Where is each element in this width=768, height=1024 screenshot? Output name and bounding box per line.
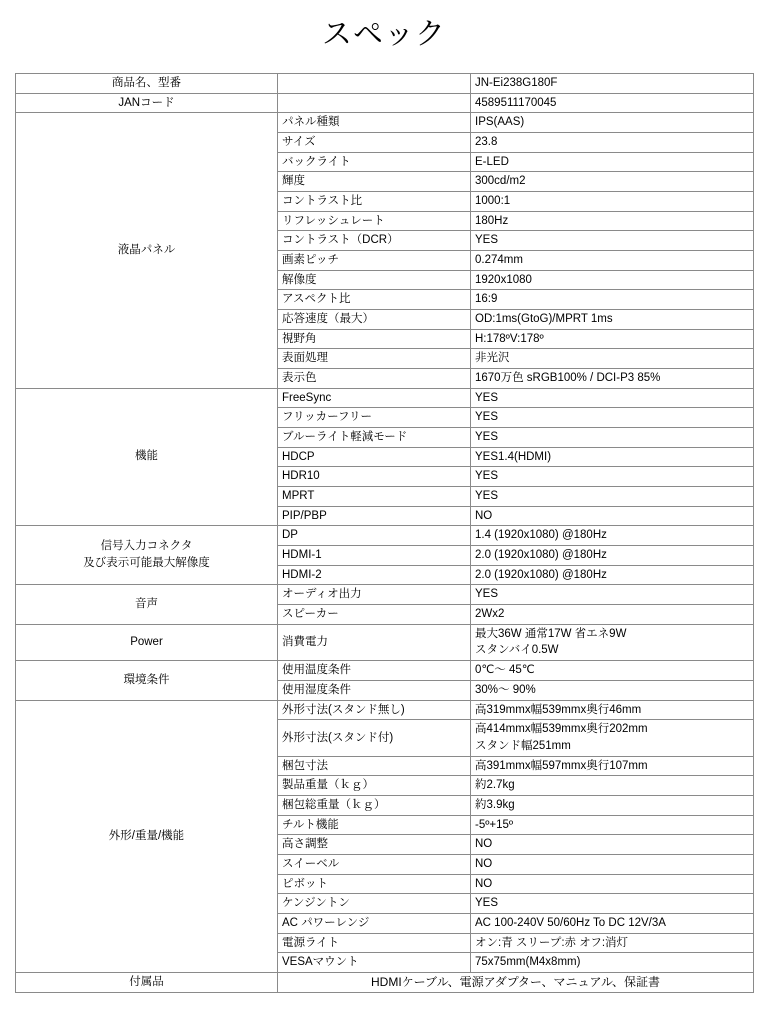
row-item: 表示色 [278,369,471,389]
row-value: NO [471,854,754,874]
group-label-line-1: 信号入力コネクタ [100,540,193,553]
row-value: YES [471,408,754,428]
row-item: コントラスト（DCR） [278,231,471,251]
row-value: 180Hz [471,211,754,231]
row-item: 解像度 [278,270,471,290]
row-value: AC 100-240V 50/60Hz To DC 12V/3A [471,913,754,933]
spec-table-body [16,74,754,993]
group-label [16,661,278,700]
row-item: パネル種類 [278,113,471,133]
row-item: バックライト [278,152,471,172]
row-item: スピーカー [278,605,471,625]
table-row [16,93,754,113]
table-row [16,526,754,546]
group-label [16,624,278,660]
group-label-line-1: 外形/重量/機能 [108,829,185,842]
row-value: E-LED [471,152,754,172]
group-label [16,388,278,526]
table-row [16,700,754,720]
row-value [471,624,754,660]
row-item: HDMI-2 [278,565,471,585]
row-item [278,93,471,113]
group-label [16,113,278,388]
row-value: YES [471,585,754,605]
row-value: 高391mmx幅597mmx奥行107mm [471,756,754,776]
row-value: 23.8 [471,133,754,153]
row-value: NO [471,506,754,526]
specification-table [15,73,754,993]
spec-table-container [0,73,768,993]
row-item: サイズ [278,133,471,153]
table-row [16,624,754,660]
accessory-value: HDMIケーブル、電源アダプター、マニュアル、保証書 [278,972,754,992]
row-value: -5º+15º [471,815,754,835]
row-value: YES [471,231,754,251]
row-item: FreeSync [278,388,471,408]
row-value: YES [471,894,754,914]
group-label [16,526,278,585]
row-value: NO [471,835,754,855]
value-line-1: 最大36W 通常17W 省エネ9W [475,627,627,640]
row-item: 視野角 [278,329,471,349]
row-item: アスペクト比 [278,290,471,310]
row-item: 消費電力 [278,624,471,660]
row-item: 応答速度（最大） [278,310,471,330]
table-row [16,388,754,408]
row-value: 2Wx2 [471,605,754,625]
row-item: 使用温度条件 [278,661,471,681]
row-value: 16:9 [471,290,754,310]
row-item: ピボット [278,874,471,894]
table-row [16,661,754,681]
row-value: 高319mmx幅539mmx奥行46mm [471,700,754,720]
row-value: H:178ºV:178º [471,329,754,349]
table-row [16,585,754,605]
row-value: YES [471,467,754,487]
row-value: JN-Ei238G180F [471,74,754,94]
value-line-2: スタンド幅251mm [475,739,571,752]
row-item: コントラスト比 [278,192,471,212]
row-value: YES1.4(HDMI) [471,447,754,467]
row-value: 2.0 (1920x1080) @180Hz [471,565,754,585]
group-label-line-1: 機能 [135,450,158,463]
table-row [16,113,754,133]
value-line-1: 高414mmx幅539mmx奥行202mm [475,723,648,736]
row-value: 約3.9kg [471,795,754,815]
row-item [278,74,471,94]
row-value: 300cd/m2 [471,172,754,192]
value-line-2: スタンバイ0.5W [475,644,559,657]
row-item: 画素ピッチ [278,251,471,271]
row-item: チルト機能 [278,815,471,835]
row-item: ブルーライト軽減モード [278,428,471,448]
group-label [16,585,278,624]
row-value [471,720,754,756]
table-row [16,74,754,94]
row-value: 1.4 (1920x1080) @180Hz [471,526,754,546]
accessory-label: 付属品 [16,972,278,992]
group-label-line-1: 液晶パネル [117,243,176,256]
page-title: スペック [322,18,446,51]
row-item: HDCP [278,447,471,467]
row-item: 電源ライト [278,933,471,953]
row-item: ケンジントン [278,894,471,914]
row-value: YES [471,428,754,448]
row-item: 外形寸法(スタンド付) [278,720,471,756]
row-item: 高さ調整 [278,835,471,855]
row-item: 表面処理 [278,349,471,369]
group-label-line-1: 音声 [135,598,158,611]
group-label-line-2: 及び表示可能最大解像度 [83,557,210,570]
row-value: 約2.7kg [471,776,754,796]
row-label: 商品名、型番 [16,74,278,94]
row-value: 1920x1080 [471,270,754,290]
row-value: 30%～ 90% [471,680,754,700]
group-label [16,700,278,972]
row-item: オーディオ出力 [278,585,471,605]
row-item: PIP/PBP [278,506,471,526]
row-value: 非光沢 [471,349,754,369]
row-item: HDR10 [278,467,471,487]
row-label: JANコード [16,93,278,113]
group-label-line-1: Power [130,635,163,648]
row-item: 梱包寸法 [278,756,471,776]
row-value: 1670万色 sRGB100% / DCI-P3 85% [471,369,754,389]
row-value: オン:青 スリープ:赤 オフ:消灯 [471,933,754,953]
row-item: AC パワーレンジ [278,913,471,933]
row-item: 梱包総重量（ｋｇ） [278,795,471,815]
row-value: OD:1ms(GtoG)/MPRT 1ms [471,310,754,330]
row-value: 2.0 (1920x1080) @180Hz [471,546,754,566]
row-value: 0.274mm [471,251,754,271]
row-item: 輝度 [278,172,471,192]
row-value: 75x75mm(M4x8mm) [471,953,754,973]
row-value: 0℃～ 45℃ [471,661,754,681]
row-item: 外形寸法(スタンド無し) [278,700,471,720]
row-value: 1000:1 [471,192,754,212]
row-value: YES [471,388,754,408]
row-item: 製品重量（ｋｇ） [278,776,471,796]
row-item: スイーベル [278,854,471,874]
group-label-line-1: 環境条件 [123,673,170,686]
table-row-accessory [16,972,754,992]
row-item: 使用湿度条件 [278,680,471,700]
row-value: IPS(AAS) [471,113,754,133]
row-value: 4589511170045 [471,93,754,113]
row-value: YES [471,487,754,507]
row-item: リフレッシュレート [278,211,471,231]
row-item: DP [278,526,471,546]
row-item: VESAマウント [278,953,471,973]
row-item: フリッカーフリー [278,408,471,428]
row-item: HDMI-1 [278,546,471,566]
row-item: MPRT [278,487,471,507]
row-value: NO [471,874,754,894]
